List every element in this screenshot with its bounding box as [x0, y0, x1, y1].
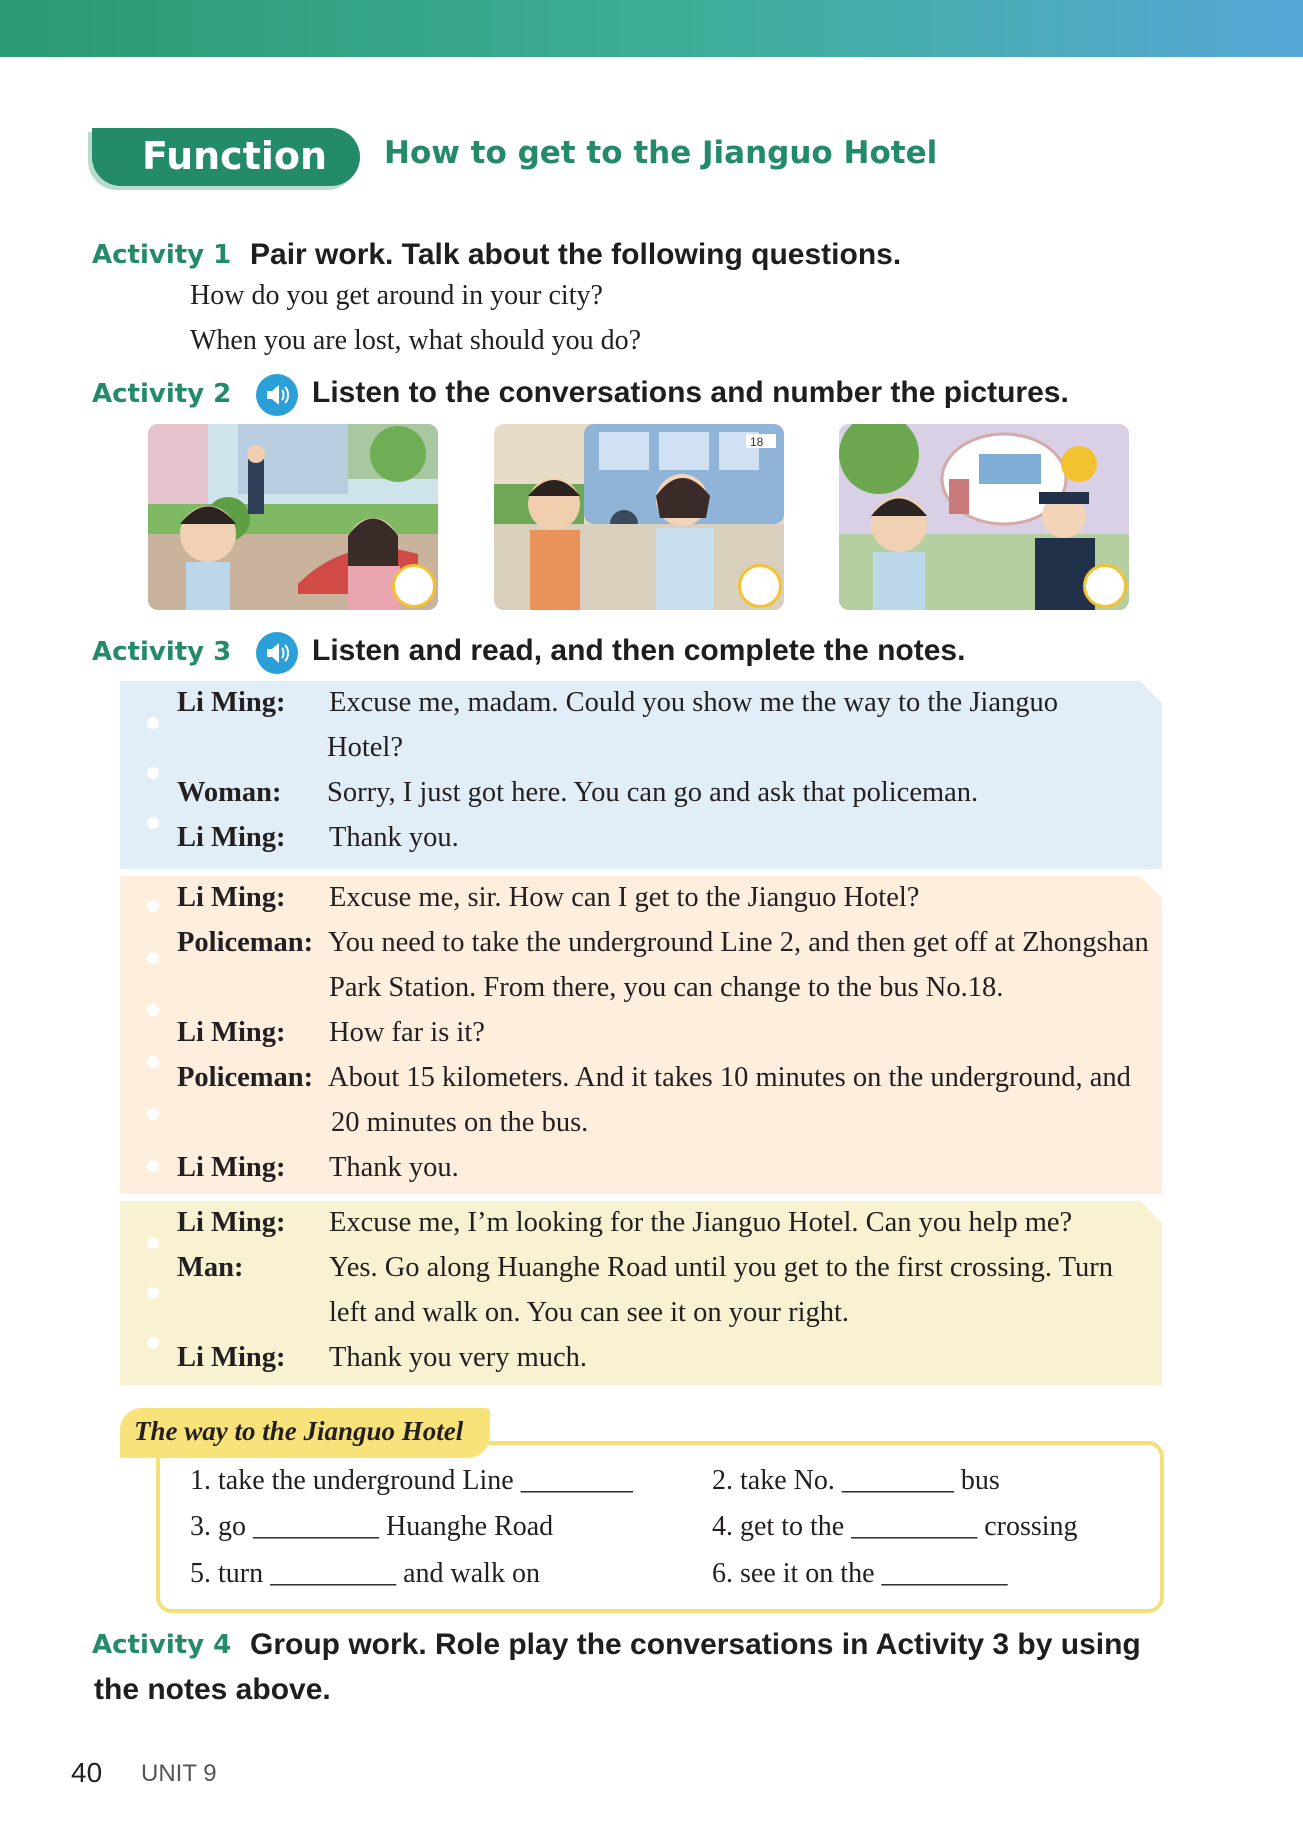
top-color-band: [0, 0, 1303, 57]
bus-number-text: 18: [750, 435, 764, 449]
dialogue-line: Thank you.: [329, 822, 459, 853]
dialogue-line: How far is it?: [329, 1017, 485, 1048]
activity3-instruction: Listen and read, and then complete the notes.: [312, 634, 966, 667]
speaker-icon[interactable]: [256, 632, 298, 674]
dialogue-line: Thank you.: [329, 1152, 459, 1183]
binding-hole: [147, 717, 159, 729]
note-item-1[interactable]: 1. take the underground Line ________: [190, 1465, 633, 1496]
binding-hole: [147, 767, 159, 779]
picture-2-number-circle[interactable]: [738, 564, 782, 608]
unit-label: UNIT 9: [141, 1760, 217, 1787]
activity2-label: Activity 2: [92, 379, 232, 409]
binding-hole: [147, 1108, 159, 1120]
binding-hole: [147, 1237, 159, 1249]
activity4-label: Activity 4: [92, 1630, 232, 1660]
binding-hole: [147, 1337, 159, 1349]
speaker-name: Li Ming:: [177, 822, 286, 853]
note-item-3[interactable]: 3. go _________ Huanghe Road: [190, 1511, 554, 1542]
dialogue-line: Excuse me, madam. Could you show me the way to the Jianguo: [329, 687, 1058, 718]
dialogue-line: Excuse me, sir. How can I get to the Jianguo Hotel?: [329, 882, 920, 913]
activity1-question-1: How do you get around in your city?: [190, 280, 603, 311]
picture-3-number-circle[interactable]: [1083, 564, 1127, 608]
binding-hole: [147, 952, 159, 964]
binding-hole: [147, 900, 159, 912]
speaker-name: Li Ming:: [177, 1342, 286, 1373]
speaker-name: Li Ming:: [177, 882, 286, 913]
notes-title: The way to the Jianguo Hotel: [134, 1416, 464, 1446]
dialogue-line: Yes. Go along Huanghe Road until you get to the first crossing. Turn: [329, 1252, 1114, 1283]
picture-1-number-circle[interactable]: [392, 564, 436, 608]
speaker-name: Li Ming:: [177, 1017, 286, 1048]
speaker-name: Policeman:: [177, 1062, 314, 1093]
picture-2-bus-stop: [494, 424, 784, 610]
dialogue-line: 20 minutes on the bus.: [331, 1107, 589, 1138]
speaker-name: Li Ming:: [177, 1152, 286, 1183]
function-label: Function: [142, 134, 328, 178]
dialogue-line: About 15 kilometers. And it takes 10 minutes on the underground, and: [328, 1062, 1131, 1093]
binding-hole: [147, 817, 159, 829]
picture-1-policeman-street: [148, 424, 438, 610]
notes-title-tag: [120, 1408, 490, 1458]
activity4-instruction-line2: the notes above.: [94, 1673, 331, 1706]
dialogue-line: Park Station. From there, you can change to the bus No.18.: [329, 972, 1004, 1003]
dialogue-line: Sorry, I just got here. You can go and ask that policeman.: [327, 777, 979, 808]
binding-hole: [147, 1056, 159, 1068]
activity2-instruction: Listen to the conversations and number the pictures.: [312, 376, 1069, 409]
note-item-4[interactable]: 4. get to the _________ crossing: [712, 1511, 1078, 1542]
binding-hole: [147, 1004, 159, 1016]
dialogue-line: left and walk on. You can see it on your right.: [329, 1297, 850, 1328]
activity1-label: Activity 1: [92, 240, 232, 270]
dialogue-line: Hotel?: [327, 732, 403, 763]
function-title: How to get to the Jianguo Hotel: [384, 135, 938, 171]
dialogue-2-box: [120, 876, 1162, 1194]
dialogue-3-box: [120, 1201, 1162, 1385]
dialogue-1-box: [120, 681, 1162, 869]
page-number: 40: [71, 1757, 103, 1788]
speaker-name: Li Ming:: [177, 687, 286, 718]
speaker-name: Li Ming:: [177, 1207, 286, 1238]
activity4-instruction-line1: Group work. Role play the conversations in Activity 3 by using: [250, 1628, 1141, 1661]
speaker-icon[interactable]: [256, 374, 298, 416]
binding-hole: [147, 1160, 159, 1172]
note-item-6[interactable]: 6. see it on the _________: [712, 1558, 1008, 1589]
dialogue-line: Excuse me, I’m looking for the Jianguo Hotel. Can you help me?: [329, 1207, 1073, 1238]
activity1-question-2: When you are lost, what should you do?: [190, 325, 642, 356]
speaker-name: Policeman:: [177, 927, 314, 958]
note-item-2[interactable]: 2. take No. ________ bus: [712, 1465, 1000, 1496]
activity3-label: Activity 3: [92, 637, 232, 667]
speaker-name: Woman:: [177, 777, 282, 808]
binding-hole: [147, 1287, 159, 1299]
function-label-pill: [92, 128, 360, 186]
dialogue-line: Thank you very much.: [329, 1342, 588, 1373]
dialogue-line: You need to take the underground Line 2, and then get off at Zhongshan: [328, 927, 1149, 958]
speaker-name: Man:: [177, 1252, 244, 1283]
activity1-instruction: Pair work. Talk about the following questions.: [250, 238, 902, 271]
note-item-5[interactable]: 5. turn _________ and walk on: [190, 1558, 540, 1589]
picture-3-policeman-directions: [839, 424, 1129, 610]
